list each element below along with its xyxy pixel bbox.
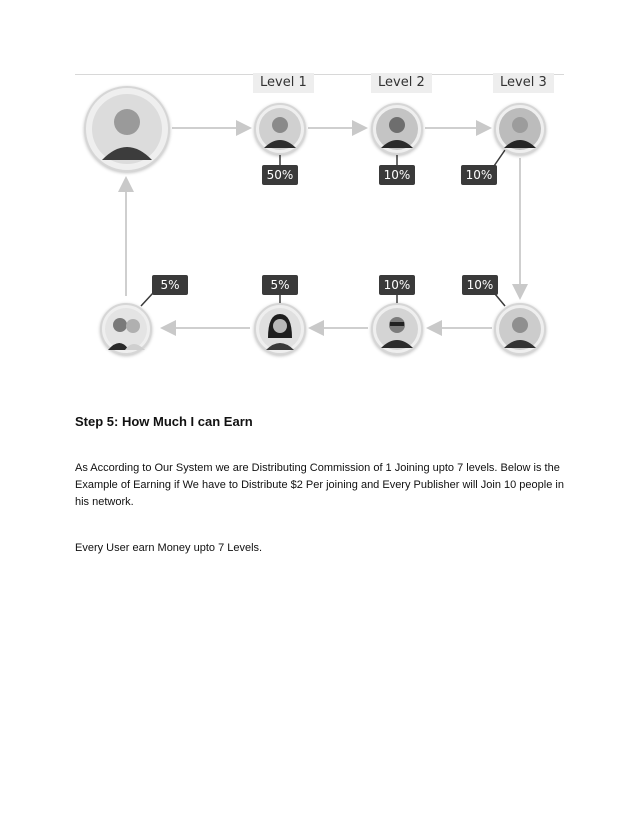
level-label-3: Level 3 [493, 73, 554, 93]
pointer-level4 [495, 294, 505, 306]
level3-avatar [494, 103, 546, 155]
levels-note: Every User earn Money upto 7 Levels. [75, 542, 263, 554]
section-heading: Step 5: How Much I can Earn [75, 414, 253, 429]
level5-avatar [371, 303, 423, 355]
level6-avatar [254, 303, 306, 355]
earning-description: As According to Our System we are Distributing Commission of 1 Joining upto 7 levels. Below is the Example of Earning if We have to Distribute $2 Per joining and Every Publisher will Join 10 people in his network. [75, 462, 564, 508]
level2-avatar [371, 103, 423, 155]
main-user-avatar [84, 86, 170, 172]
percentage-badge-level2: 10% [379, 165, 415, 185]
percentage-badge-level4: 10% [462, 275, 498, 295]
level4-avatar [494, 303, 546, 355]
pointer-level3 [494, 150, 505, 166]
percentage-badge-level1: 50% [262, 165, 298, 185]
level1-avatar [254, 103, 306, 155]
percentage-badge-level7: 5% [152, 275, 188, 295]
level7-avatar [100, 303, 152, 355]
percentage-badge-level3: 10% [461, 165, 497, 185]
pointer-level7 [141, 293, 153, 306]
percentage-badge-level6: 5% [262, 275, 298, 295]
level-label-1: Level 1 [253, 73, 314, 93]
level-label-2: Level 2 [371, 73, 432, 93]
percentage-badge-level5: 10% [379, 275, 415, 295]
